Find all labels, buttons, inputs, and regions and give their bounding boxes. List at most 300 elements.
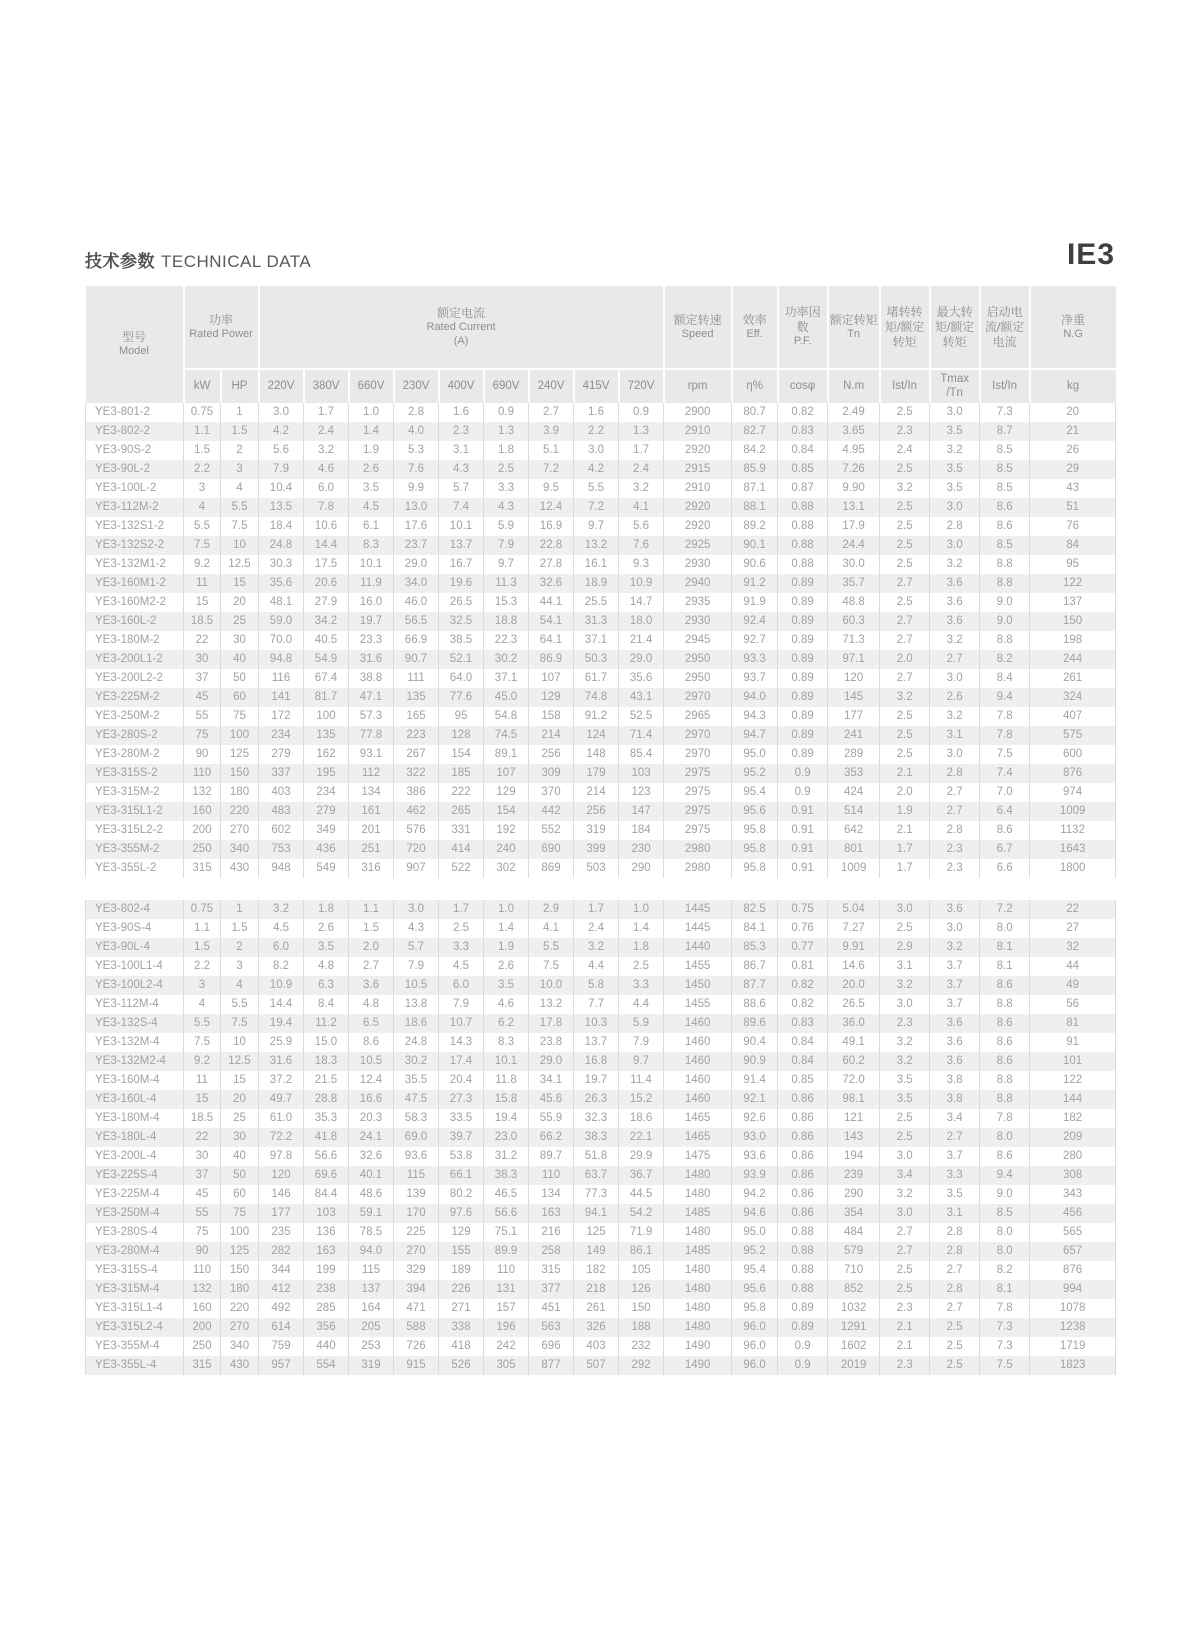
unit-header: η%	[732, 369, 778, 403]
model-cell: YE3-225M-4	[86, 1185, 184, 1204]
value-cell: 200	[184, 1318, 221, 1337]
table-row	[86, 1147, 1116, 1166]
table-row	[86, 1109, 1116, 1128]
value-cell: 14.4	[259, 995, 304, 1014]
value-cell: 657	[1030, 1242, 1116, 1261]
value-cell: 877	[529, 1356, 574, 1375]
value-cell: 1450	[664, 976, 732, 995]
value-cell: 145	[828, 688, 880, 707]
value-cell: 399	[574, 840, 619, 859]
value-cell: 22.3	[484, 631, 529, 650]
value-cell: 2.7	[930, 802, 980, 821]
value-cell: 1445	[664, 900, 732, 919]
value-cell: 9.3	[619, 555, 664, 574]
value-cell: 290	[619, 859, 664, 878]
col-header-rated-torque-zh: 额定转矩	[829, 312, 878, 327]
value-cell: 29.0	[529, 1052, 574, 1071]
value-cell: 5.6	[619, 517, 664, 536]
value-cell: 3.5	[930, 422, 980, 441]
unit-header: Tmax /Tn	[930, 369, 980, 403]
value-cell: 8.6	[980, 821, 1030, 840]
value-cell: 3.5	[349, 479, 394, 498]
value-cell: 326	[574, 1318, 619, 1337]
model-cell: YE3-802-2	[86, 422, 184, 441]
value-cell: 0.88	[778, 536, 828, 555]
value-cell: 89.6	[732, 1014, 778, 1033]
value-cell: 3.3	[930, 1166, 980, 1185]
table-row	[86, 995, 1116, 1014]
table-row	[86, 669, 1116, 688]
value-cell: 214	[574, 783, 619, 802]
value-cell: 0.89	[778, 593, 828, 612]
value-cell: 2925	[664, 536, 732, 555]
value-cell: 2.7	[349, 957, 394, 976]
value-cell: 4.4	[619, 995, 664, 1014]
value-cell: 136	[304, 1223, 349, 1242]
value-cell: 90	[184, 745, 221, 764]
value-cell: 3.3	[484, 479, 529, 498]
value-cell: 188	[619, 1318, 664, 1337]
value-cell: 84.1	[732, 919, 778, 938]
model-cell: YE3-132S2-2	[86, 536, 184, 555]
table-header	[86, 286, 1116, 403]
value-cell: 1.7	[880, 859, 930, 878]
model-cell: YE3-132M1-2	[86, 555, 184, 574]
value-cell: 2975	[664, 783, 732, 802]
value-cell: 2.3	[880, 422, 930, 441]
value-cell: 29	[1030, 460, 1116, 479]
value-cell: 94.8	[259, 650, 304, 669]
value-cell: 319	[349, 1356, 394, 1375]
value-cell: 2.5	[880, 555, 930, 574]
value-cell: 2.1	[880, 764, 930, 783]
value-cell: 88.6	[732, 995, 778, 1014]
value-cell: 484	[828, 1223, 880, 1242]
value-cell: 128	[439, 726, 484, 745]
value-cell: 256	[574, 802, 619, 821]
value-cell: 2920	[664, 498, 732, 517]
col-header-max-torque: 最大转矩/额定转矩	[930, 286, 980, 369]
model-cell: YE3-132S1-2	[86, 517, 184, 536]
value-cell: 5.9	[619, 1014, 664, 1033]
value-cell: 195	[304, 764, 349, 783]
value-cell: 87.1	[732, 479, 778, 498]
value-cell: 1485	[664, 1242, 732, 1261]
model-cell: YE3-355M-2	[86, 840, 184, 859]
value-cell: 95.2	[732, 764, 778, 783]
value-cell: 322	[394, 764, 439, 783]
col-header-model-en: Model	[119, 345, 149, 357]
value-cell: 2.3	[930, 840, 980, 859]
value-cell: 90	[184, 1242, 221, 1261]
value-cell: 235	[259, 1223, 304, 1242]
value-cell: 15.0	[304, 1033, 349, 1052]
value-cell: 1480	[664, 1166, 732, 1185]
value-cell: 90.9	[732, 1052, 778, 1071]
value-cell: 7.2	[529, 460, 574, 479]
value-cell: 100	[221, 1223, 259, 1242]
value-cell: 3.0	[930, 669, 980, 688]
value-cell: 1.6	[574, 403, 619, 422]
value-cell: 76	[1030, 517, 1116, 536]
value-cell: 2.5	[880, 498, 930, 517]
value-cell: 49.7	[259, 1090, 304, 1109]
value-cell: 177	[259, 1204, 304, 1223]
value-cell: 27.3	[439, 1090, 484, 1109]
value-cell: 74.8	[574, 688, 619, 707]
unit-header: HP	[221, 369, 259, 403]
value-cell: 40.5	[304, 631, 349, 650]
value-cell: 2.7	[880, 574, 930, 593]
value-cell: 3.0	[930, 919, 980, 938]
value-cell: 2975	[664, 821, 732, 840]
value-cell: 261	[574, 1299, 619, 1318]
value-cell: 3.5	[304, 938, 349, 957]
value-cell: 279	[304, 802, 349, 821]
unit-header: cosφ	[778, 369, 828, 403]
table-row	[86, 976, 1116, 995]
value-cell: 0.91	[778, 859, 828, 878]
value-cell: 30	[184, 650, 221, 669]
value-cell: 1.5	[221, 422, 259, 441]
table-row	[86, 900, 1116, 919]
value-cell: 563	[529, 1318, 574, 1337]
value-cell: 309	[529, 764, 574, 783]
value-cell: 86.1	[619, 1242, 664, 1261]
value-cell: 134	[529, 1185, 574, 1204]
value-cell: 377	[529, 1280, 574, 1299]
value-cell: 759	[259, 1337, 304, 1356]
value-cell: 15	[184, 1090, 221, 1109]
value-cell: 2.4	[880, 441, 930, 460]
col-header-net-weight	[1030, 286, 1116, 369]
table-row	[86, 1128, 1116, 1147]
value-cell: 18.3	[304, 1052, 349, 1071]
value-cell: 0.84	[778, 1033, 828, 1052]
col-header-power-factor	[778, 286, 828, 369]
value-cell: 13.7	[439, 536, 484, 555]
value-cell: 2.8	[930, 764, 980, 783]
value-cell: 111	[394, 669, 439, 688]
value-cell: 45.0	[484, 688, 529, 707]
value-cell: 0.88	[778, 498, 828, 517]
value-cell: 4	[184, 995, 221, 1014]
value-cell: 0.88	[778, 517, 828, 536]
value-cell: 1460	[664, 1014, 732, 1033]
value-cell: 95.8	[732, 840, 778, 859]
value-cell: 81.7	[304, 688, 349, 707]
value-cell: 7.7	[574, 995, 619, 1014]
value-cell: 19.7	[349, 612, 394, 631]
value-cell: 2.0	[880, 650, 930, 669]
value-cell: 10.3	[574, 1014, 619, 1033]
model-cell: YE3-315S-4	[86, 1261, 184, 1280]
value-cell: 3.6	[930, 1052, 980, 1071]
value-cell: 155	[439, 1242, 484, 1261]
value-cell: 84.2	[732, 441, 778, 460]
value-cell: 1475	[664, 1147, 732, 1166]
value-cell: 2.0	[880, 783, 930, 802]
value-cell: 10.4	[259, 479, 304, 498]
value-cell: 179	[574, 764, 619, 783]
value-cell: 11.8	[484, 1071, 529, 1090]
value-cell: 2.8	[930, 1223, 980, 1242]
value-cell: 1719	[1030, 1337, 1116, 1356]
value-cell: 17.9	[828, 517, 880, 536]
value-cell: 110	[184, 1261, 221, 1280]
col-header-locked-rotor-torque: 堵转转矩/额定转矩	[880, 286, 930, 369]
value-cell: 131	[484, 1280, 529, 1299]
value-cell: 0.91	[778, 802, 828, 821]
value-cell: 29.0	[394, 555, 439, 574]
model-cell: YE3-180L-4	[86, 1128, 184, 1147]
value-cell: 5.5	[221, 995, 259, 1014]
value-cell: 5.1	[529, 441, 574, 460]
unit-header: 400V	[439, 369, 484, 403]
value-cell: 49.1	[828, 1033, 880, 1052]
table-row	[86, 479, 1116, 498]
value-cell: 3.0	[930, 403, 980, 422]
value-cell: 60.3	[828, 612, 880, 631]
value-cell: 75	[184, 726, 221, 745]
value-cell: 3.2	[304, 441, 349, 460]
value-cell: 35.6	[619, 669, 664, 688]
page-title	[85, 247, 311, 272]
value-cell: 238	[304, 1280, 349, 1299]
value-cell: 164	[349, 1299, 394, 1318]
value-cell: 184	[619, 821, 664, 840]
value-cell: 82.7	[732, 422, 778, 441]
value-cell: 59.0	[259, 612, 304, 631]
model-cell: YE3-90S-2	[86, 441, 184, 460]
value-cell: 1.1	[184, 919, 221, 938]
value-cell: 20.6	[304, 574, 349, 593]
value-cell: 71.4	[619, 726, 664, 745]
value-cell: 5.8	[574, 976, 619, 995]
value-cell: 94.3	[732, 707, 778, 726]
value-cell: 141	[259, 688, 304, 707]
value-cell: 214	[529, 726, 574, 745]
value-cell: 3	[184, 479, 221, 498]
value-cell: 82.5	[732, 900, 778, 919]
value-cell: 267	[394, 745, 439, 764]
value-cell: 2910	[664, 479, 732, 498]
col-header-model-zh: 型号	[121, 330, 146, 344]
value-cell: 10.0	[529, 976, 574, 995]
table-row	[86, 726, 1116, 745]
value-cell: 614	[259, 1318, 304, 1337]
table-row	[86, 764, 1116, 783]
value-cell: 56.6	[304, 1147, 349, 1166]
value-cell: 19.6	[439, 574, 484, 593]
col-header-current-zh: 额定电流	[437, 305, 486, 320]
value-cell: 9.0	[980, 1185, 1030, 1204]
value-cell: 0.88	[778, 1261, 828, 1280]
value-cell: 3.0	[930, 498, 980, 517]
value-cell: 0.84	[778, 441, 828, 460]
value-cell: 11.2	[304, 1014, 349, 1033]
value-cell: 220	[221, 1299, 259, 1318]
value-cell: 2980	[664, 840, 732, 859]
value-cell: 100	[221, 726, 259, 745]
value-cell: 3	[184, 976, 221, 995]
value-cell: 32.6	[529, 574, 574, 593]
table-row	[86, 1280, 1116, 1299]
model-cell: YE3-280M-2	[86, 745, 184, 764]
value-cell: 4.5	[349, 498, 394, 517]
value-cell: 1480	[664, 1185, 732, 1204]
value-cell: 507	[574, 1356, 619, 1375]
value-cell: 456	[1030, 1204, 1116, 1223]
value-cell: 24.1	[349, 1128, 394, 1147]
value-cell: 154	[439, 745, 484, 764]
value-cell: 0.86	[778, 1166, 828, 1185]
value-cell: 1480	[664, 1318, 732, 1337]
value-cell: 45	[184, 1185, 221, 1204]
model-cell: YE3-315L2-4	[86, 1318, 184, 1337]
value-cell: 0.89	[778, 726, 828, 745]
value-cell: 0.89	[778, 574, 828, 593]
value-cell: 40	[221, 1147, 259, 1166]
value-cell: 95.4	[732, 783, 778, 802]
value-cell: 1465	[664, 1128, 732, 1147]
unit-header: kW	[184, 369, 221, 403]
table-row	[86, 1166, 1116, 1185]
value-cell: 39.7	[439, 1128, 484, 1147]
value-cell: 87.7	[732, 976, 778, 995]
value-cell: 2975	[664, 802, 732, 821]
value-cell: 430	[221, 1356, 259, 1375]
value-cell: 1455	[664, 995, 732, 1014]
value-cell: 302	[484, 859, 529, 878]
table-row	[86, 957, 1116, 976]
value-cell: 16.9	[529, 517, 574, 536]
model-cell: YE3-132M2-4	[86, 1052, 184, 1071]
value-cell: 2.8	[394, 403, 439, 422]
value-cell: 55	[184, 1204, 221, 1223]
value-cell: 344	[259, 1261, 304, 1280]
value-cell: 7.8	[304, 498, 349, 517]
value-cell: 442	[529, 802, 574, 821]
model-cell: YE3-90S-4	[86, 919, 184, 938]
value-cell: 4.3	[439, 460, 484, 479]
value-cell: 94.0	[349, 1242, 394, 1261]
model-cell: YE3-315M-2	[86, 783, 184, 802]
value-cell: 8.0	[980, 1128, 1030, 1147]
value-cell: 89.9	[484, 1242, 529, 1261]
value-cell: 974	[1030, 783, 1116, 802]
value-cell: 2940	[664, 574, 732, 593]
value-cell: 32.3	[574, 1109, 619, 1128]
value-cell: 129	[439, 1223, 484, 1242]
value-cell: 2.1	[880, 1337, 930, 1356]
value-cell: 602	[259, 821, 304, 840]
value-cell: 20	[221, 593, 259, 612]
value-cell: 315	[184, 1356, 221, 1375]
col-header-current-unit: (A)	[453, 334, 469, 347]
value-cell: 30	[184, 1147, 221, 1166]
value-cell: 4.0	[394, 422, 439, 441]
value-cell: 514	[828, 802, 880, 821]
value-cell: 2.6	[304, 919, 349, 938]
value-cell: 60	[221, 1185, 259, 1204]
value-cell: 95.4	[732, 1261, 778, 1280]
ie3-badge: IE3	[1066, 238, 1115, 271]
table-row	[86, 650, 1116, 669]
value-cell: 30	[221, 631, 259, 650]
value-cell: 8.1	[980, 938, 1030, 957]
value-cell: 80.7	[732, 403, 778, 422]
value-cell: 7.2	[980, 900, 1030, 919]
value-cell: 239	[828, 1166, 880, 1185]
value-cell: 6.0	[304, 479, 349, 498]
value-cell: 1.7	[574, 900, 619, 919]
value-cell: 3.5	[930, 1185, 980, 1204]
value-cell: 0.83	[778, 1014, 828, 1033]
value-cell: 436	[304, 840, 349, 859]
value-cell: 46.5	[484, 1185, 529, 1204]
value-cell: 370	[529, 783, 574, 802]
value-cell: 3.0	[574, 441, 619, 460]
value-cell: 61.7	[574, 669, 619, 688]
value-cell: 0.83	[778, 422, 828, 441]
value-cell: 94.7	[732, 726, 778, 745]
value-cell: 1032	[828, 1299, 880, 1318]
value-cell: 2.3	[880, 1356, 930, 1375]
value-cell: 8.6	[349, 1033, 394, 1052]
value-cell: 37.1	[574, 631, 619, 650]
value-cell: 7.9	[484, 536, 529, 555]
value-cell: 600	[1030, 745, 1116, 764]
value-cell: 25	[221, 612, 259, 631]
col-header-current-en: Rated Current	[426, 320, 496, 333]
value-cell: 340	[221, 840, 259, 859]
value-cell: 1009	[1030, 802, 1116, 821]
value-cell: 77.3	[574, 1185, 619, 1204]
value-cell: 47.1	[349, 688, 394, 707]
value-cell: 43.1	[619, 688, 664, 707]
value-cell: 270	[221, 821, 259, 840]
value-cell: 4.2	[574, 460, 619, 479]
value-cell: 3.2	[930, 631, 980, 650]
value-cell: 0.86	[778, 1128, 828, 1147]
value-cell: 1.9	[349, 441, 394, 460]
value-cell: 3.65	[828, 422, 880, 441]
value-cell: 41.8	[304, 1128, 349, 1147]
col-header-efficiency	[732, 286, 778, 369]
value-cell: 52.5	[619, 707, 664, 726]
value-cell: 1800	[1030, 859, 1116, 878]
value-cell: 316	[349, 859, 394, 878]
value-cell: 7.5	[980, 745, 1030, 764]
value-cell: 2.3	[880, 1014, 930, 1033]
value-cell: 0.89	[778, 1318, 828, 1337]
table-row	[86, 1014, 1116, 1033]
model-cell: YE3-90L-2	[86, 460, 184, 479]
value-cell: 91	[1030, 1033, 1116, 1052]
value-cell: 0.77	[778, 938, 828, 957]
model-cell: YE3-280M-4	[86, 1242, 184, 1261]
value-cell: 319	[574, 821, 619, 840]
value-cell: 98.1	[828, 1090, 880, 1109]
value-cell: 54.9	[304, 650, 349, 669]
value-cell: 11.4	[619, 1071, 664, 1090]
unit-header: 690V	[484, 369, 529, 403]
value-cell: 1009	[828, 859, 880, 878]
model-cell: YE3-355L-2	[86, 859, 184, 878]
value-cell: 2.5	[930, 1318, 980, 1337]
value-cell: 7.3	[980, 1318, 1030, 1337]
